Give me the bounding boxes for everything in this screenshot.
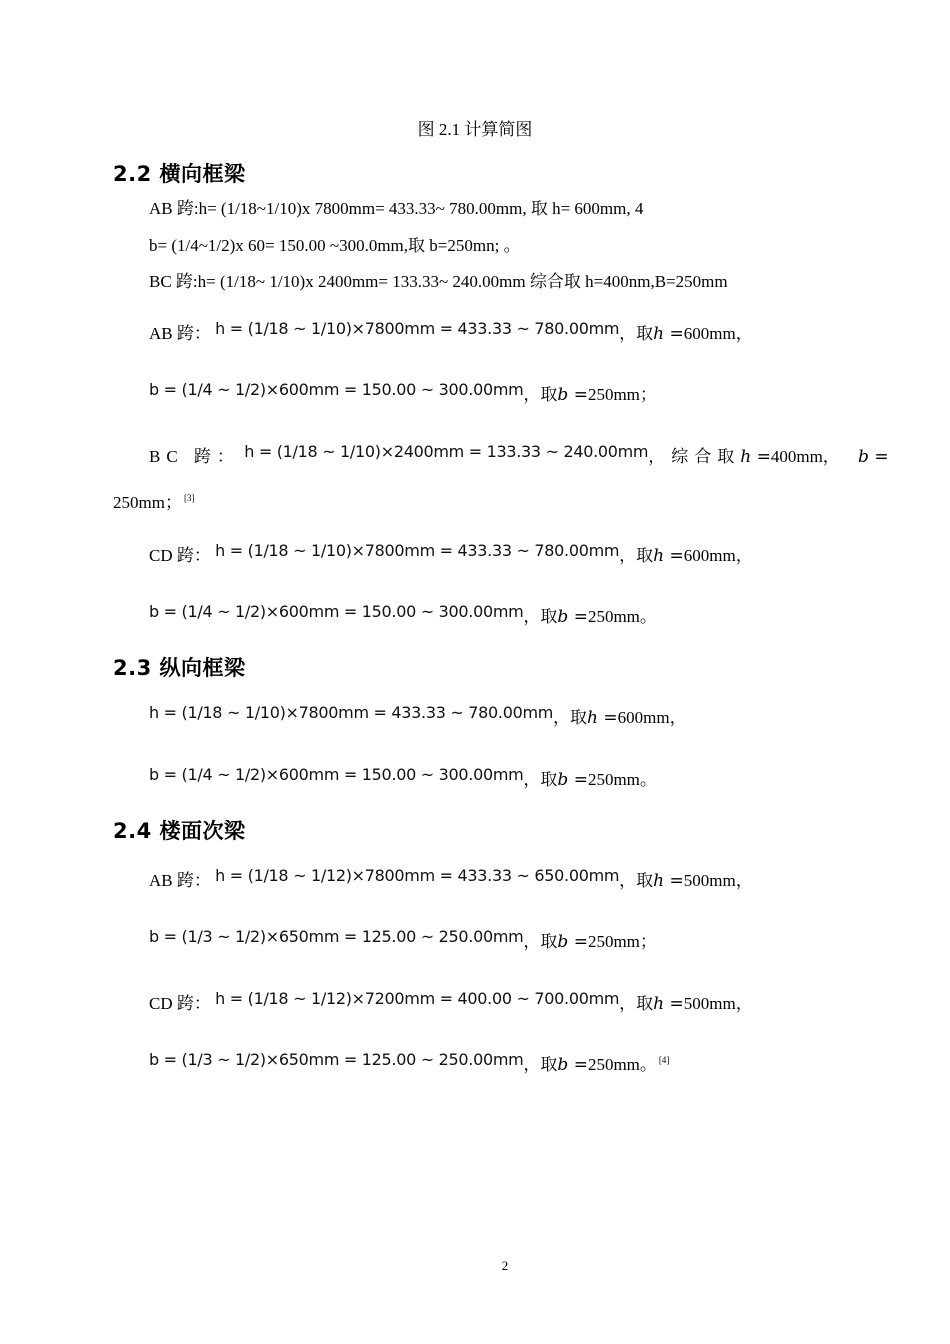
symbol: h = [740,447,771,467]
symbol: h = [653,546,684,566]
section-heading-2-2: 2.2 横向框梁 [113,162,246,186]
value: 250mm。 [587,770,657,789]
text-line: b= (1/4~1/2)x 60= 150.00 ~300.0mm,取 b=250mn; 。 [149,236,521,255]
take-label: ，取 [523,1055,558,1074]
formula-line [149,927,657,952]
span-label: BC 跨： [149,447,240,466]
take-label: ，综合取 [648,447,741,466]
value: 250mm； [113,493,182,512]
formula-line [149,1050,669,1075]
formula-continuation [113,488,194,513]
formula-line [149,319,753,344]
text-line: BC 跨:h= (1/18~ 1/10)x 2400mm= 133.33~ 240.00mm 综合取 h=400nm,B=250mm [149,272,728,291]
value: 250mm； [587,385,657,404]
section-heading-2-3: 2.3 纵向框梁 [113,656,246,680]
symbol: h = [653,324,684,344]
take-label: ，取 [619,546,654,565]
formula: h = (1/18 ~ 1/12)×7800mm = 433.33 ~ 650.00mm [215,866,620,885]
formula-line [149,765,657,790]
formula-line [149,442,889,467]
take-label: ，取 [619,994,654,1013]
value: 500mm， [683,871,753,890]
formula-line [149,989,753,1014]
formula-line [149,602,657,627]
formula-line [149,703,687,728]
symbol: h = [653,994,684,1014]
formula: b = (1/3 ~ 1/2)×650mm = 125.00 ~ 250.00mm [149,1050,524,1069]
formula: h = (1/18 ~ 1/10)×7800mm = 433.33 ~ 780.00mm [215,319,620,338]
formula: h = (1/18 ~ 1/10)×7800mm = 433.33 ~ 780.00mm [149,703,554,722]
span-label: AB 跨： [149,324,211,343]
take-label: ，取 [553,708,588,727]
take-label: ，取 [523,770,558,789]
formula-line [149,866,753,891]
symbol: b = [557,385,588,405]
value: 250mm。 [587,1055,657,1074]
value: 600mm， [683,546,753,565]
formula: h = (1/18 ~ 1/10)×7800mm = 433.33 ~ 780.00mm [215,541,620,560]
value: 250mm。 [587,607,657,626]
reference-mark: [3] [183,493,195,504]
take-label: ，取 [619,324,654,343]
take-label: ，取 [523,932,558,951]
take-label: ，取 [523,607,558,626]
figure-caption: 图 2.1 计算简图 [417,120,533,139]
symbol: h = [587,708,618,728]
formula-line [149,380,657,405]
section-heading-2-4: 2.4 楼面次梁 [113,819,246,843]
formula: h = (1/18 ~ 1/10)×2400mm = 133.33 ~ 240.00mm [244,442,649,461]
symbol: b = [557,607,588,627]
formula: b = (1/4 ~ 1/2)×600mm = 150.00 ~ 300.00mm [149,602,524,621]
text-line: AB 跨:h= (1/18~1/10)x 7800mm= 433.33~ 780.00mm, 取 h= 600mm, 4 [149,199,644,218]
formula: b = (1/4 ~ 1/2)×600mm = 150.00 ~ 300.00mm [149,380,524,399]
reference-mark: [4] [658,1055,670,1066]
value: 600mm， [683,324,753,343]
symbol: h = [653,871,684,891]
symbol: b = [858,447,889,467]
value: 500mm， [683,994,753,1013]
symbol: b = [557,770,588,790]
span-label: AB 跨： [149,871,211,890]
value: 250mm； [587,932,657,951]
formula-line [149,541,753,566]
take-label: ，取 [619,871,654,890]
symbol: b = [557,932,588,952]
span-label: CD 跨： [149,546,211,565]
take-label: ，取 [523,385,558,404]
formula: b = (1/4 ~ 1/2)×600mm = 150.00 ~ 300.00mm [149,765,524,784]
value: 600mm， [617,708,687,727]
value: 400mm， [770,447,840,466]
formula: h = (1/18 ~ 1/12)×7200mm = 400.00 ~ 700.00mm [215,989,620,1008]
formula: b = (1/3 ~ 1/2)×650mm = 125.00 ~ 250.00mm [149,927,524,946]
symbol: b = [557,1055,588,1075]
page-number: 2 [501,1258,509,1273]
span-label: CD 跨： [149,994,211,1013]
